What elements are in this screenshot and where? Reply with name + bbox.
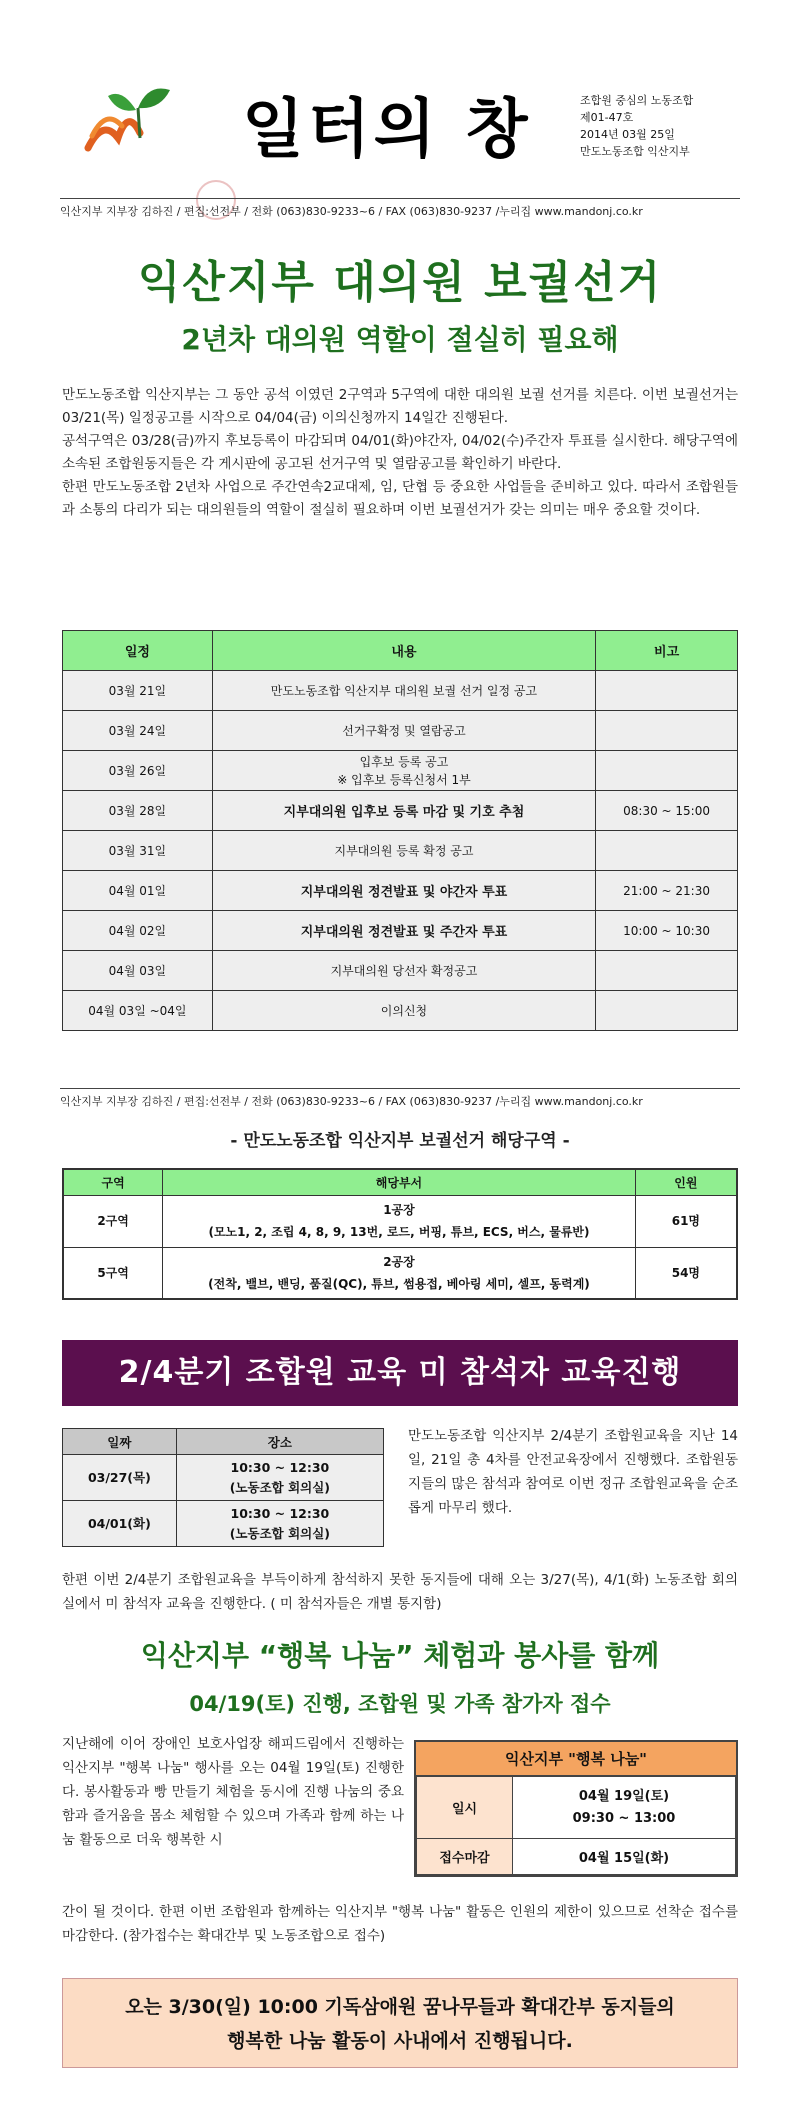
election-paragraph: 공석구역은 03/28(금)까지 후보등록이 마감되며 04/01(화)야간자, 04/02(수)주간자 투표를 실시한다. 해당구역에 소속된 조합원동지들은 각 게시판에 공고된 선거구역 및 열람공고를 확인하기 바란다. (62, 433, 738, 472)
education-body: 만도노동조합 익산지부 2/4분기 조합원교육을 지난 14일, 21일 총 4차를 안전교육장에서 진행했다. 조합원동지들의 많은 참석과 참여로 이번 정규 조합원교육을 순조롭게 마무리 했다. (408, 1428, 738, 1516)
table-row (417, 1777, 736, 1839)
table-row (63, 831, 738, 871)
election-headline: 익산지부 대의원 보궐선거 (137, 257, 663, 308)
masthead (60, 70, 740, 170)
schedule-note: 08:30 ~ 15:00 (596, 791, 738, 831)
event-time: 09:30 ~ 13:00 (572, 1810, 676, 1826)
zone-dept-name: 2공장 (383, 1254, 415, 1269)
table-row (63, 911, 738, 951)
schedule-date: 03월 26일 (63, 751, 213, 791)
table-row (63, 751, 738, 791)
education-place (176, 1501, 383, 1547)
contact-line: 익산지부 지부장 김하진 / 편집:선전부 / 전화 (063)830-9233~6 / FAX (063)830-9237 /누리집 www.mandonj.co.kr (60, 198, 740, 219)
zone-name: 5구역 (63, 1247, 163, 1299)
schedule-note (596, 711, 738, 751)
schedule-note (596, 671, 738, 711)
zone-dept (163, 1195, 636, 1247)
table-row (63, 711, 738, 751)
happy-sharing-headline: 익산지부 “행복 나눔” 체험과 봉사를 함께 (140, 1639, 660, 1672)
election-paragraph: 만도노동조합 익산지부는 그 동안 공석 이였던 2구역과 5구역에 대한 대의원 보궐 선거를 치른다. 이번 보궐선거는 03/21(목) 일정공고를 시작으로 04/04(금) 이의신청까지 14일간 진행된다. (62, 387, 738, 426)
union-logo-icon (78, 78, 178, 158)
schedule-date: 04월 01일 (63, 871, 213, 911)
table-row (63, 671, 738, 711)
education-room: (노동조합 회의실) (229, 1479, 331, 1495)
happy-sharing-body-continued: 간이 될 것이다. 한편 이번 조합원과 함께하는 익산지부 "행복 나눔" 활동은 인원의 제한이 있으므로 선착순 접수를 마감한다. (참가접수는 확대간부 및 노동조합으로 접수) (62, 1904, 738, 1944)
education-banner: 2/4분기 조합원 교육 미 참석자 교육진행 (62, 1340, 738, 1406)
schedule-date: 04월 03일 (63, 951, 213, 991)
happy-sharing-info-box (414, 1740, 738, 1877)
schedule-note (596, 991, 738, 1031)
zone-count: 61명 (635, 1195, 737, 1247)
table-row (417, 1839, 736, 1875)
schedule-date: 03월 24일 (63, 711, 213, 751)
table-row (63, 1247, 737, 1299)
schedule-note (596, 951, 738, 991)
column-header-place: 장소 (176, 1429, 383, 1455)
table-row (63, 1501, 384, 1547)
schedule-note: 21:00 ~ 21:30 (596, 871, 738, 911)
zone-dept-name: 1공장 (383, 1203, 415, 1217)
education-date: 03/27(목) (63, 1455, 177, 1501)
schedule-content: 이의신청 (212, 991, 595, 1031)
contact-line: 익산지부 지부장 김하진 / 편집:선전부 / 전화 (063)830-9233~6 / FAX (063)830-9237 /누리집 www.mandonj.co.kr (60, 1088, 740, 1109)
education-place (176, 1455, 383, 1501)
publisher-org: 만도노동조합 익산지부 (580, 145, 690, 158)
column-header-content: 내용 (212, 631, 595, 671)
schedule-date: 04월 02일 (63, 911, 213, 951)
zone-name: 2구역 (63, 1195, 163, 1247)
table-row (63, 991, 738, 1031)
education-time: 10:30 ~ 12:30 (230, 1459, 330, 1475)
happy-sharing-body: 지난해에 이어 장애인 보호사업장 해피드림에서 진행하는 익산지부 "행복 나눔" 행사를 오는 04월 19일(토) 진행한다. 봉사활동과 빵 만들기 체험을 동시에 진행 나눔의 중요함과 즐거움을 몸소 체험할 수 있으며 가족과 함께 하는 나눔 활동으로 더욱 행복한 시 (62, 1736, 404, 1848)
zone-dept-detail: (모노1, 2, 조립 4, 8, 9, 13번, 로드, 버핑, 튜브, ECS, 버스, 물류반) (208, 1225, 590, 1239)
schedule-content-note: ※ 입후보 등록신청서 1부 (337, 772, 471, 787)
notice-box (62, 1978, 738, 2068)
date-label: 일시 (417, 1777, 513, 1839)
slogan: 조합원 중심의 노동조합 (580, 94, 694, 107)
issue-date: 2014년 03월 25일 (580, 128, 675, 141)
table-row (63, 871, 738, 911)
date-value (513, 1777, 736, 1839)
newsletter-title: 일터의 창 (242, 93, 532, 167)
publication-info (580, 92, 693, 160)
column-header-date: 일정 (63, 631, 213, 671)
education-time: 10:30 ~ 12:30 (230, 1505, 330, 1521)
schedule-content: 지부대의원 등록 확정 공고 (212, 831, 595, 871)
education-date: 04/01(화) (63, 1501, 177, 1547)
schedule-note: 10:00 ~ 10:30 (596, 911, 738, 951)
schedule-date: 03월 31일 (63, 831, 213, 871)
deadline-label: 접수마감 (417, 1839, 513, 1875)
schedule-content: 지부대의원 정견발표 및 주간자 투표 (212, 911, 595, 951)
zone-count: 54명 (635, 1247, 737, 1299)
table-row (63, 1455, 384, 1501)
schedule-content (212, 751, 595, 791)
schedule-note (596, 831, 738, 871)
table-row (63, 791, 738, 831)
schedule-content: 지부대의원 입후보 등록 마감 및 기호 추첨 (212, 791, 595, 831)
notice-line: 행복한 나눔 활동이 사내에서 진행됩니다. (227, 2030, 573, 2052)
deadline-value: 04월 15일(화) (513, 1839, 736, 1875)
issue-number: 제01-47호 (580, 111, 634, 124)
schedule-content: 지부대의원 정견발표 및 야간자 투표 (212, 871, 595, 911)
zone-dept (163, 1247, 636, 1299)
schedule-content: 선거구확정 및 열람공고 (212, 711, 595, 751)
election-subheadline: 2년차 대의원 역할이 절실히 필요해 (181, 323, 619, 356)
education-body-continued: 한편 이번 2/4분기 조합원교육을 부득이하게 참석하지 못한 동지들에 대해 오는 3/27(목), 4/1(화) 노동조합 회의실에서 미 참석자 교육을 진행한다. ( 미 참석자들은 개별 통지함) (62, 1572, 738, 1612)
notice-line: 오는 3/30(일) 10:00 기독삼애원 꿈나무들과 확대간부 동지들의 (125, 1996, 675, 2018)
column-header-dept: 해당부서 (163, 1169, 636, 1195)
schedule-content-line: 입후보 등록 공고 (359, 754, 449, 769)
zones-title: - 만도노동조합 익산지부 보궐선거 해당구역 - (230, 1131, 570, 1151)
election-schedule-table (62, 630, 738, 1031)
election-zones-table (62, 1168, 738, 1300)
column-header-note: 비고 (596, 631, 738, 671)
info-box-title: 익산지부 "행복 나눔" (416, 1742, 736, 1776)
election-paragraph: 한편 만도노동조합 2년차 사업으로 주간연속2교대제, 임, 단협 등 중요한 사업들을 준비하고 있다. 따라서 조합원들과 소통의 다리가 되는 대의원들의 역할이 절실히 필요하며 이번 보궐선거가 갖는 의미는 매우 중요할 것이다. (62, 479, 738, 518)
schedule-content: 지부대의원 당선자 확정공고 (212, 951, 595, 991)
event-date: 04월 19일(토) (578, 1788, 670, 1804)
schedule-date: 03월 21일 (63, 671, 213, 711)
table-row (63, 1195, 737, 1247)
education-room: (노동조합 회의실) (229, 1525, 331, 1541)
schedule-note (596, 751, 738, 791)
election-body (62, 384, 738, 522)
column-header-zone: 구역 (63, 1169, 163, 1195)
happy-sharing-subheadline: 04/19(토) 진행, 조합원 및 가족 참가자 접수 (189, 1692, 611, 1716)
education-schedule-table (62, 1428, 384, 1547)
table-row (63, 951, 738, 991)
zone-dept-detail: (전착, 밸브, 밴딩, 품질(QC), 튜브, 썸용접, 베아링 세미, 셀프, 동력계) (208, 1276, 590, 1291)
info-box-table (416, 1776, 736, 1875)
schedule-content: 만도노동조합 익산지부 대의원 보궐 선거 일정 공고 (212, 671, 595, 711)
column-header-date: 일짜 (63, 1429, 177, 1455)
column-header-count: 인원 (635, 1169, 737, 1195)
schedule-date: 03월 28일 (63, 791, 213, 831)
schedule-date: 04월 03일 ~04일 (63, 991, 213, 1031)
